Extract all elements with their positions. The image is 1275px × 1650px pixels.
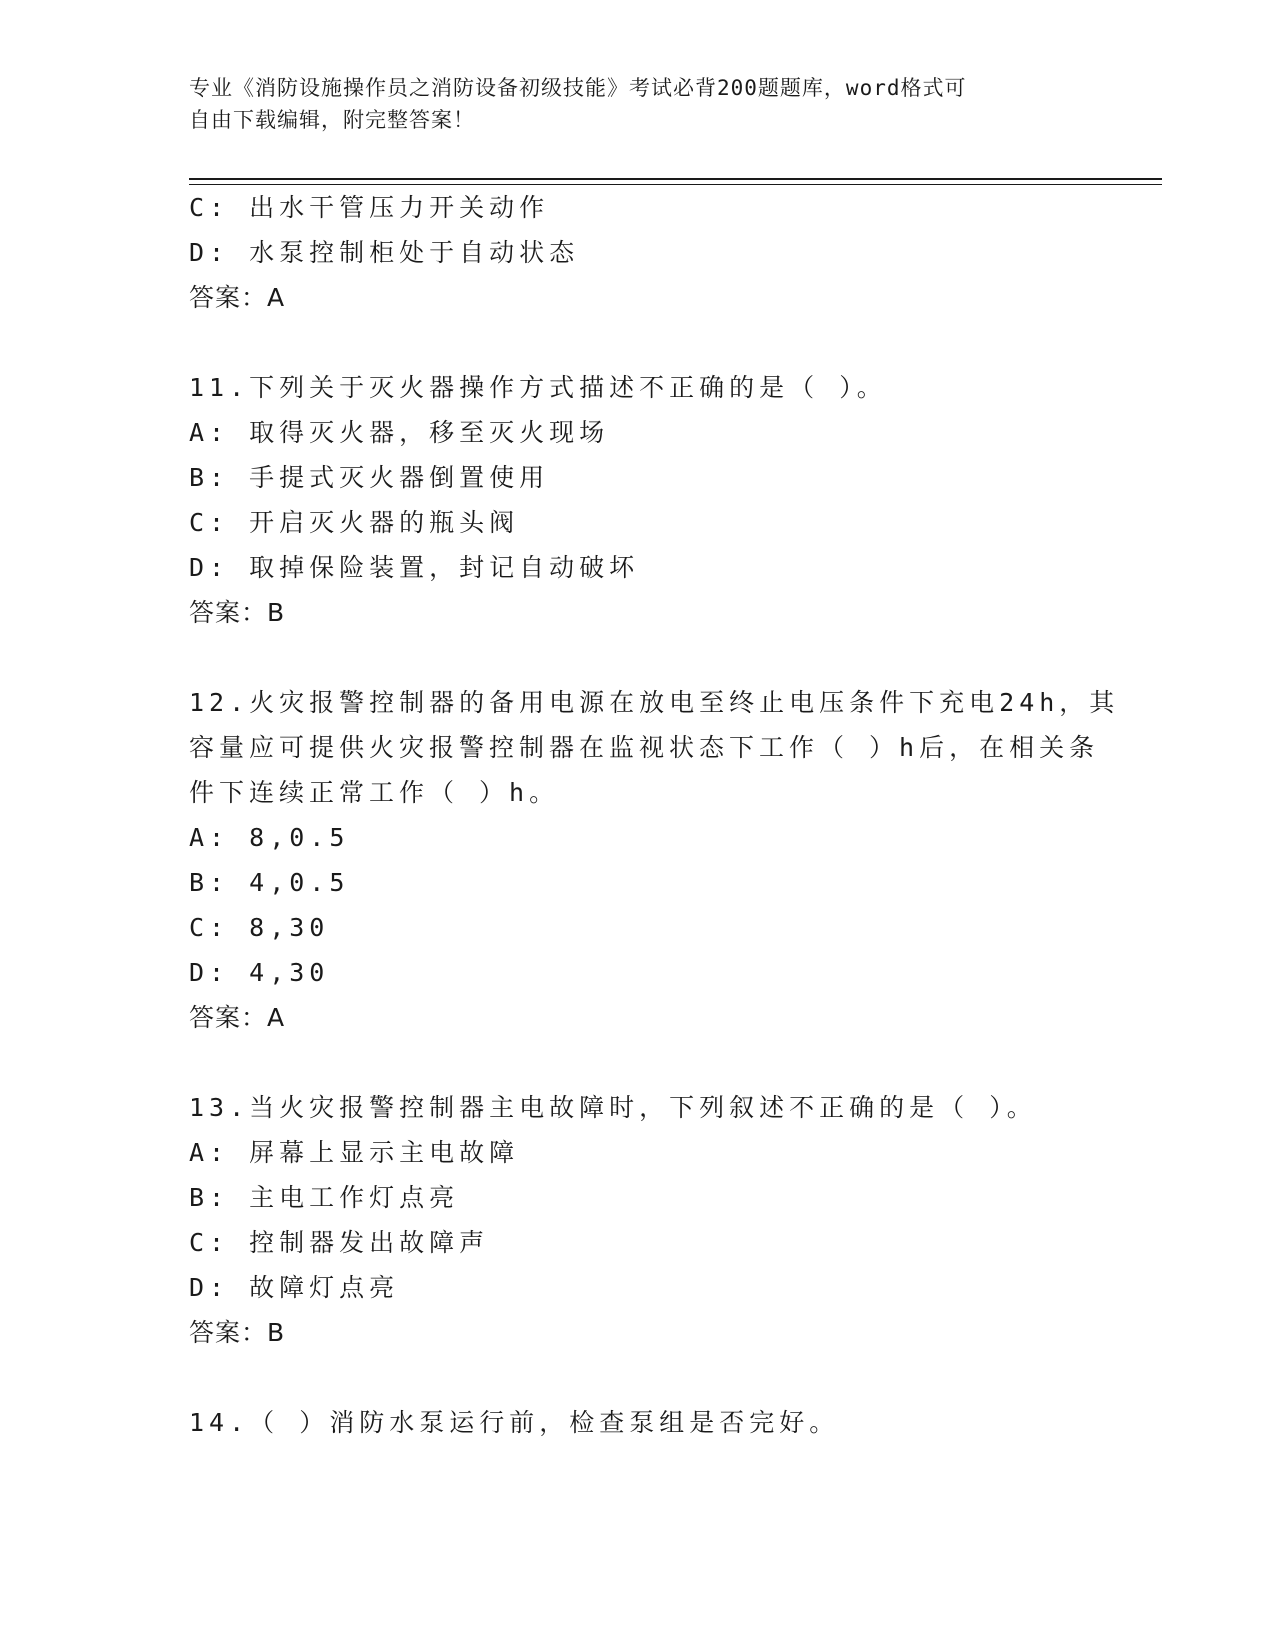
q12-answer: 答案：A <box>189 1003 286 1032</box>
q11-option-a: A: 取得灭火器，移至灭火现场 <box>189 418 610 447</box>
q12-option-a: A: 8,0.5 <box>189 823 350 852</box>
header-title-line1: 专业《消防设施操作员之消防设备初级技能》考试必背200题题库，word格式可 <box>189 76 967 100</box>
q13-option-d: D: 故障灯点亮 <box>189 1273 400 1302</box>
q12-option-b: B: 4,0.5 <box>189 868 350 897</box>
q12-stem-line2: 容量应可提供火灾报警控制器在监视状态下工作（ ）h后，在相关条 <box>189 733 1100 762</box>
q12-option-c: C: 8,30 <box>189 913 330 942</box>
q12-stem-line3: 件下连续正常工作（ ）h。 <box>189 778 560 807</box>
q11-option-b: B: 手提式灭火器倒置使用 <box>189 463 550 492</box>
q13-option-a: A: 屏幕上显示主电故障 <box>189 1138 520 1167</box>
q11-option-c: C: 开启灭火器的瓶头阀 <box>189 508 520 537</box>
q13-answer: 答案：B <box>189 1318 286 1347</box>
q14-stem: 14.（ ）消防水泵运行前，检查泵组是否完好。 <box>189 1408 840 1437</box>
q10-option-d: D: 水泵控制柜处于自动状态 <box>189 238 580 267</box>
q10-answer: 答案：A <box>189 283 286 312</box>
q12-stem-line1: 12.火灾报警控制器的备用电源在放电至终止电压条件下充电24h，其 <box>189 688 1120 717</box>
header-divider-thick <box>189 178 1162 180</box>
q11-option-d: D: 取掉保险装置，封记自动破坏 <box>189 553 640 582</box>
q12-option-d: D: 4,30 <box>189 958 330 987</box>
q13-option-c: C: 控制器发出故障声 <box>189 1228 490 1257</box>
q13-option-b: B: 主电工作灯点亮 <box>189 1183 460 1212</box>
q11-stem: 11.下列关于灭火器操作方式描述不正确的是（ ）。 <box>189 373 887 402</box>
q10-option-c: C: 出水干管压力开关动作 <box>189 193 550 222</box>
header-divider-thin <box>189 184 1162 185</box>
q11-answer: 答案：B <box>189 598 286 627</box>
document-header <box>189 72 1089 136</box>
q13-stem: 13.当火灾报警控制器主电故障时，下列叙述不正确的是（ ）。 <box>189 1093 1037 1122</box>
header-title-line2: 自由下载编辑，附完整答案！ <box>189 108 475 132</box>
